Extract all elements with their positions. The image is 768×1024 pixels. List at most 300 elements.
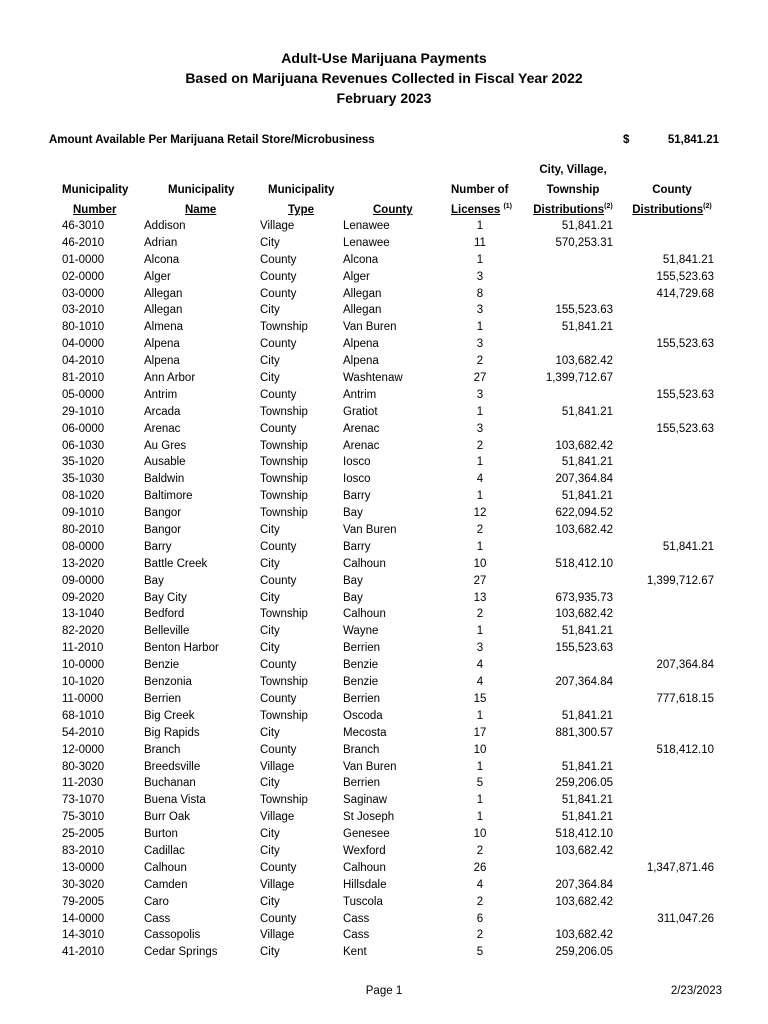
header-text: Distributions <box>632 204 704 216</box>
municipality-number: 80-2010 <box>62 524 105 537</box>
licenses: 2 <box>476 355 484 368</box>
municipality-type: Township <box>260 405 308 418</box>
municipality-type: Village <box>260 760 295 773</box>
table-row <box>0 606 768 623</box>
table-row <box>0 471 768 488</box>
municipality-name: Calhoun <box>144 861 187 874</box>
header-text: County <box>373 204 413 216</box>
municipality-type: Township <box>260 608 308 621</box>
municipality-type: City <box>260 895 280 908</box>
municipality-name: Camden <box>144 878 188 891</box>
municipality-name: Au Gres <box>144 439 187 452</box>
municipality-number: 13-0000 <box>62 861 105 874</box>
municipality-number: 04-0000 <box>62 338 105 351</box>
municipality-name: Baldwin <box>144 473 185 486</box>
table-row <box>0 454 768 471</box>
municipality-number: 03-0000 <box>62 287 105 300</box>
header-text: County <box>652 184 692 196</box>
municipality-number: 03-2010 <box>62 304 105 317</box>
municipality-name: Barry <box>144 540 172 553</box>
municipality-type: Township <box>260 709 308 722</box>
municipality-name: Alcona <box>144 253 180 266</box>
table-row <box>0 370 768 387</box>
municipality-number: 09-0000 <box>62 574 105 587</box>
county: Allegan <box>343 287 382 300</box>
county: Iosco <box>343 473 371 486</box>
licenses: 2 <box>476 608 484 621</box>
licenses: 3 <box>476 338 484 351</box>
municipality-name: Cedar Springs <box>144 946 218 959</box>
cvt-distribution: 103,682.42 <box>555 608 613 621</box>
table-row <box>0 708 768 725</box>
table-row <box>0 877 768 894</box>
table-row <box>0 353 768 370</box>
header-text: Township <box>546 184 600 196</box>
licenses: 27 <box>473 574 487 587</box>
municipality-number: 83-2010 <box>62 844 105 857</box>
municipality-type: City <box>260 642 280 655</box>
table-row <box>0 218 768 235</box>
municipality-name: Buchanan <box>144 777 196 790</box>
cvt-distribution: 51,841.21 <box>561 220 613 232</box>
municipality-name: Burton <box>144 828 178 841</box>
municipality-number: 35-1030 <box>62 473 105 486</box>
municipality-type: County <box>260 270 297 283</box>
table-row <box>0 742 768 759</box>
table-row <box>0 319 768 336</box>
county-distribution: 311,047.26 <box>657 912 714 925</box>
municipality-type: Township <box>260 676 308 689</box>
header-county-distributions <box>628 180 716 220</box>
county-distribution: 1,399,712.67 <box>646 574 714 587</box>
municipality-name: Alpena <box>144 338 180 351</box>
licenses: 11 <box>474 236 486 249</box>
cvt-distribution: 51,841.21 <box>561 405 613 418</box>
county: Saginaw <box>343 794 388 807</box>
county: Kent <box>343 946 367 959</box>
county: Van Buren <box>343 760 397 773</box>
municipality-type: County <box>260 540 297 553</box>
header-municipality-number <box>62 180 128 220</box>
municipality-name: Bay <box>144 574 164 587</box>
municipality-number: 05-0000 <box>62 388 105 401</box>
county: Genesee <box>343 828 390 841</box>
table-row <box>0 843 768 860</box>
county: Alpena <box>343 338 379 351</box>
municipality-type: County <box>260 253 297 266</box>
municipality-number: 81-2010 <box>62 372 105 385</box>
cvt-distribution: 518,412.10 <box>555 828 613 841</box>
county: Lenawee <box>343 220 390 232</box>
licenses: 12 <box>473 507 487 520</box>
county: Cass <box>343 912 370 925</box>
municipality-type: County <box>260 659 297 672</box>
cvt-distribution: 51,841.21 <box>561 709 613 722</box>
table-row <box>0 302 768 319</box>
municipality-type: Township <box>260 794 308 807</box>
table-row <box>0 775 768 792</box>
municipality-name: Big Creek <box>144 709 195 722</box>
county-distribution: 155,523.63 <box>656 388 714 401</box>
municipality-number: 10-0000 <box>62 659 105 672</box>
licenses: 17 <box>473 726 487 739</box>
municipality-name: Benton Harbor <box>144 642 219 655</box>
licenses: 27 <box>473 372 487 385</box>
municipality-type: County <box>260 338 297 351</box>
municipality-type: City <box>260 844 280 857</box>
municipality-number: 12-0000 <box>62 743 105 756</box>
cvt-distribution: 259,206.05 <box>555 777 613 790</box>
licenses: 3 <box>476 642 484 655</box>
cvt-distribution: 207,364.84 <box>555 676 613 689</box>
cvt-distribution: 103,682.42 <box>555 524 613 537</box>
licenses: 5 <box>476 777 484 790</box>
county-distribution: 155,523.63 <box>656 422 714 435</box>
licenses: 3 <box>476 388 484 401</box>
licenses: 1 <box>476 220 484 232</box>
municipality-number: 41-2010 <box>62 946 105 959</box>
licenses: 10 <box>473 557 487 570</box>
municipality-name: Bangor <box>144 507 182 520</box>
table-row <box>0 235 768 252</box>
municipality-name: Cass <box>144 912 171 925</box>
municipality-type: Township <box>260 321 308 334</box>
municipality-name: Arcada <box>144 405 181 418</box>
licenses: 3 <box>476 304 484 317</box>
cvt-distribution: 51,841.21 <box>561 760 613 773</box>
municipality-type: City <box>260 304 280 317</box>
municipality-number: 04-2010 <box>62 355 105 368</box>
municipality-type: City <box>260 557 280 570</box>
municipality-name: Benzie <box>144 659 180 672</box>
licenses: 4 <box>476 659 484 672</box>
title-line-1: Adult-Use Marijuana Payments <box>281 50 487 66</box>
municipality-type: Township <box>260 507 308 520</box>
county: Arenac <box>343 422 380 435</box>
county-distribution: 414,729.68 <box>656 287 714 300</box>
county: Barry <box>343 540 371 553</box>
municipality-name: Battle Creek <box>144 557 208 570</box>
municipality-name: Burr Oak <box>144 811 191 824</box>
cvt-distribution: 103,682.42 <box>555 895 613 908</box>
county-distribution: 1,347,871.46 <box>646 861 714 874</box>
licenses: 1 <box>476 625 484 638</box>
cvt-distribution: 259,206.05 <box>555 946 613 959</box>
municipality-type: City <box>260 236 280 249</box>
municipality-name: Cassopolis <box>144 929 201 942</box>
municipality-number: 11-2030 <box>62 777 104 790</box>
page-number: Page 1 <box>365 985 403 997</box>
municipality-name: Adrian <box>144 236 178 249</box>
municipality-name: Branch <box>144 743 181 756</box>
county: Arenac <box>343 439 380 452</box>
table-row <box>0 894 768 911</box>
municipality-number: 09-1010 <box>62 507 105 520</box>
municipality-name: Addison <box>144 220 186 232</box>
county: Gratiot <box>343 405 378 418</box>
county: St Joseph <box>343 811 395 824</box>
municipality-name: Allegan <box>144 304 183 317</box>
municipality-number: 09-2020 <box>62 591 105 604</box>
county: Calhoun <box>343 557 386 570</box>
amount-value: 51,841.21 <box>667 134 719 146</box>
county: Bay <box>343 591 363 604</box>
licenses: 4 <box>476 473 484 486</box>
municipality-number: 13-1040 <box>62 608 105 621</box>
municipality-type: County <box>260 912 297 925</box>
municipality-type: Village <box>260 929 295 942</box>
county: Berrien <box>343 642 381 655</box>
municipality-type: County <box>260 287 297 300</box>
municipality-name: Berrien <box>144 692 182 705</box>
table-row <box>0 623 768 640</box>
municipality-type: City <box>260 372 280 385</box>
county: Wexford <box>343 844 386 857</box>
municipality-number: 02-0000 <box>62 270 105 283</box>
municipality-number: 14-3010 <box>62 929 105 942</box>
report-date: 2/23/2023 <box>670 985 722 997</box>
table-row <box>0 404 768 421</box>
licenses: 3 <box>476 270 484 283</box>
header-text: Number of <box>451 184 509 196</box>
licenses: 1 <box>476 811 484 824</box>
table-row <box>0 387 768 404</box>
municipality-number: 35-1020 <box>62 456 105 469</box>
header-municipality-type <box>268 180 334 220</box>
county: Wayne <box>343 625 379 638</box>
licenses: 4 <box>476 676 484 689</box>
municipality-number: 01-0000 <box>62 253 105 266</box>
municipality-type: Village <box>260 878 295 891</box>
licenses: 1 <box>476 405 484 418</box>
amount-label: Amount Available Per Marijuana Retail Store/Microbusiness <box>49 134 375 146</box>
county: Antrim <box>343 388 377 401</box>
municipality-type: County <box>260 388 297 401</box>
municipality-type: Village <box>260 811 295 824</box>
municipality-number: 46-2010 <box>62 236 105 249</box>
table-row <box>0 522 768 539</box>
header-licenses <box>451 180 512 220</box>
licenses: 1 <box>476 540 484 553</box>
county: Calhoun <box>343 861 386 874</box>
municipality-name: Cadillac <box>144 844 185 857</box>
table-row <box>0 252 768 269</box>
county-distribution: 155,523.63 <box>656 270 714 283</box>
cvt-distribution: 103,682.42 <box>555 844 613 857</box>
municipality-type: County <box>260 692 297 705</box>
title-line-2: Based on Marijuana Revenues Collected in Fiscal Year 2022 <box>185 70 583 86</box>
municipality-type: County <box>260 574 297 587</box>
header-county <box>373 200 413 220</box>
cvt-distribution: 155,523.63 <box>555 304 613 317</box>
cvt-distribution: 622,094.52 <box>555 507 613 520</box>
cvt-distribution: 673,935.73 <box>555 591 613 604</box>
header-text: Name <box>185 204 217 216</box>
table-row <box>0 860 768 877</box>
municipality-type: City <box>260 591 280 604</box>
table-row <box>0 792 768 809</box>
municipality-number: 80-3020 <box>62 760 105 773</box>
cvt-distribution: 518,412.10 <box>555 557 613 570</box>
header-text: Type <box>288 204 314 216</box>
county: Benzie <box>343 676 379 689</box>
municipality-number: 73-1070 <box>62 794 105 807</box>
footnote-marker: (2) <box>703 203 712 210</box>
county: Mecosta <box>343 726 387 739</box>
municipality-number: 11-2010 <box>62 642 104 655</box>
county: Washtenaw <box>343 372 403 385</box>
county: Alger <box>343 270 370 283</box>
municipality-type: City <box>260 524 280 537</box>
municipality-name: Belleville <box>144 625 190 638</box>
municipality-type: Township <box>260 456 308 469</box>
table-row <box>0 759 768 776</box>
table-row <box>0 911 768 928</box>
footnote-marker: (1) <box>503 203 512 210</box>
amount-available-row <box>49 132 719 148</box>
licenses: 13 <box>473 591 487 604</box>
table-row <box>0 539 768 556</box>
county: Benzie <box>343 659 379 672</box>
municipality-number: 08-0000 <box>62 540 105 553</box>
county: Oscoda <box>343 709 383 722</box>
county: Bay <box>343 507 363 520</box>
header-text: Municipality <box>268 184 335 196</box>
county: Bay <box>343 574 363 587</box>
licenses: 3 <box>476 422 484 435</box>
cvt-distribution: 1,399,712.67 <box>545 372 613 385</box>
licenses: 6 <box>476 912 484 925</box>
municipality-number: 06-0000 <box>62 422 105 435</box>
licenses: 10 <box>473 743 487 756</box>
municipality-type: Village <box>260 220 295 232</box>
municipality-type: City <box>260 828 280 841</box>
cvt-distribution: 103,682.42 <box>555 929 613 942</box>
municipality-name: Alpena <box>144 355 180 368</box>
county: Barry <box>343 490 371 503</box>
licenses: 1 <box>476 253 484 266</box>
municipality-number: 54-2010 <box>62 726 105 739</box>
licenses: 1 <box>476 794 484 807</box>
municipality-number: 80-1010 <box>62 321 105 334</box>
cvt-distribution: 51,841.21 <box>561 794 613 807</box>
municipality-name: Arenac <box>144 422 181 435</box>
licenses: 2 <box>476 929 484 942</box>
municipality-number: 75-3010 <box>62 811 105 824</box>
municipality-number: 06-1030 <box>62 439 105 452</box>
table-row <box>0 438 768 455</box>
county: Cass <box>343 929 370 942</box>
county-distribution: 518,412.10 <box>656 743 714 756</box>
table-row <box>0 421 768 438</box>
header-text: Distributions <box>533 204 605 216</box>
header-text: Number <box>73 204 117 216</box>
municipality-type: County <box>260 743 297 756</box>
municipality-name: Buena Vista <box>144 794 206 807</box>
licenses: 5 <box>476 946 484 959</box>
footnote-marker: (2) <box>604 203 613 210</box>
licenses: 1 <box>476 456 484 469</box>
county: Berrien <box>343 777 381 790</box>
cvt-distribution: 207,364.84 <box>555 473 613 486</box>
county: Van Buren <box>343 321 397 334</box>
municipality-number: 29-1010 <box>62 405 105 418</box>
table-row <box>0 286 768 303</box>
header-text: City, Village, <box>539 164 607 176</box>
cvt-distribution: 570,253.31 <box>555 236 613 249</box>
county-distribution: 51,841.21 <box>662 540 714 553</box>
municipality-name: Antrim <box>144 388 178 401</box>
document-title <box>0 48 768 108</box>
licenses: 2 <box>476 895 484 908</box>
county-distribution: 51,841.21 <box>662 253 714 266</box>
municipality-number: 13-2020 <box>62 557 105 570</box>
county-distribution: 155,523.63 <box>656 338 714 351</box>
county: Tuscola <box>343 895 383 908</box>
municipality-name: Big Rapids <box>144 726 200 739</box>
municipality-type: City <box>260 625 280 638</box>
licenses: 26 <box>473 861 487 874</box>
table-row <box>0 488 768 505</box>
header-text: Municipality <box>62 184 129 196</box>
municipality-type: Township <box>260 490 308 503</box>
municipality-type: City <box>260 355 280 368</box>
municipality-number: 30-3020 <box>62 878 105 891</box>
table-row <box>0 657 768 674</box>
municipality-number: 25-2005 <box>62 828 105 841</box>
licenses: 15 <box>473 692 487 705</box>
cvt-distribution: 51,841.21 <box>561 625 613 638</box>
municipality-name: Allegan <box>144 287 183 300</box>
county: Branch <box>343 743 380 756</box>
municipality-type: City <box>260 946 280 959</box>
cvt-distribution: 51,841.21 <box>561 321 613 334</box>
municipality-name: Alger <box>144 270 171 283</box>
municipality-name: Baltimore <box>144 490 193 503</box>
table-row <box>0 826 768 843</box>
cvt-distribution: 881,300.57 <box>555 726 613 739</box>
table-row <box>0 505 768 522</box>
county: Alpena <box>343 355 379 368</box>
table-row <box>0 573 768 590</box>
table-row <box>0 927 768 944</box>
county-distribution: 777,618.15 <box>656 692 714 705</box>
payments-table <box>0 218 768 961</box>
cvt-distribution: 51,841.21 <box>561 811 613 824</box>
municipality-type: City <box>260 726 280 739</box>
licenses: 1 <box>476 709 484 722</box>
licenses: 2 <box>476 439 484 452</box>
table-row <box>0 944 768 961</box>
cvt-distribution: 207,364.84 <box>555 878 613 891</box>
table-row <box>0 674 768 691</box>
amount-currency: $ <box>623 134 630 146</box>
municipality-number: 68-1010 <box>62 709 105 722</box>
cvt-distribution: 155,523.63 <box>555 642 613 655</box>
municipality-name: Bangor <box>144 524 182 537</box>
municipality-name: Bedford <box>144 608 185 621</box>
municipality-number: 08-1020 <box>62 490 105 503</box>
table-row <box>0 269 768 286</box>
table-row <box>0 556 768 573</box>
licenses: 1 <box>476 321 484 334</box>
licenses: 1 <box>476 760 484 773</box>
municipality-name: Almena <box>144 321 183 334</box>
cvt-distribution: 103,682.42 <box>555 439 613 452</box>
county: Iosco <box>343 456 371 469</box>
table-row <box>0 691 768 708</box>
municipality-name: Breedsville <box>144 760 201 773</box>
